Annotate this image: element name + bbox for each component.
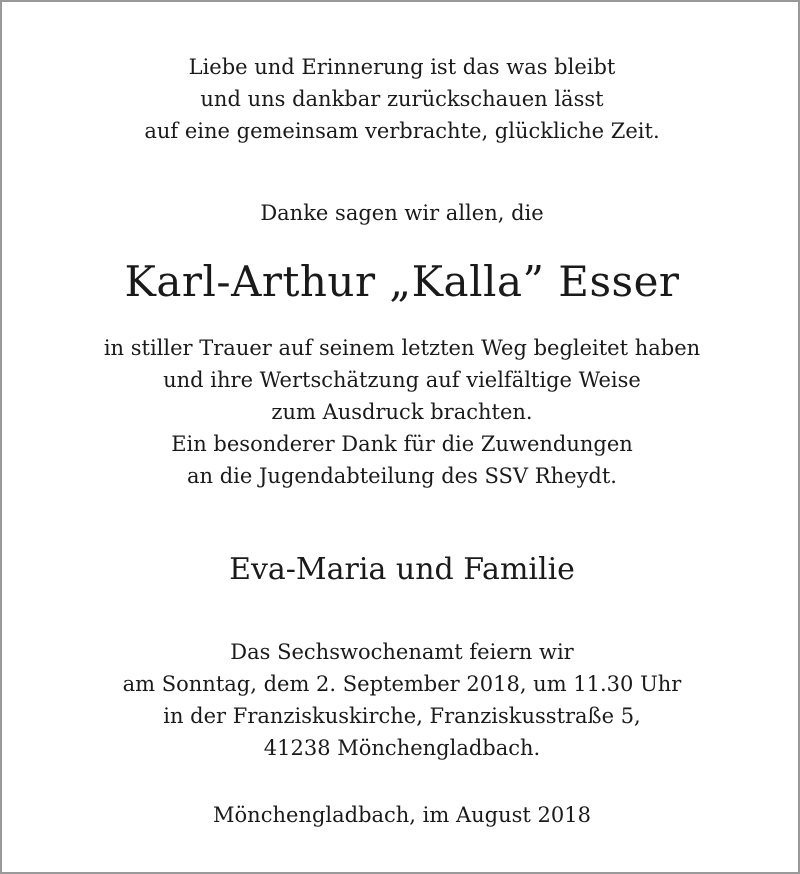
verse-line: Liebe und Erinnerung ist das was bleibt: [188, 55, 616, 79]
service-line: Das Sechswochenamt feiern wir: [230, 640, 574, 664]
service-line: am Sonntag, dem 2. September 2018, um 11.30 Uhr: [122, 672, 682, 696]
deceased-name: Karl-Arthur „Kalla” Esser: [124, 257, 680, 306]
place-date: Mönchengladbach, im August 2018: [213, 803, 591, 827]
service-line: 41238 Mönchengladbach.: [263, 736, 541, 760]
family-signature: Eva-Maria und Familie: [229, 552, 575, 587]
thanks-body-line: zum Ausdruck brachten.: [271, 400, 533, 424]
thanks-body-line: an die Jugendabteilung des SSV Rheydt.: [187, 464, 617, 488]
thanks-body-line: Ein besonderer Dank für die Zuwendungen: [171, 432, 633, 456]
service-line: in der Franziskuskirche, Franziskusstraße 5,: [163, 704, 641, 728]
thanks-intro: Danke sagen wir allen, die: [260, 201, 544, 225]
thanks-body-line: in stiller Trauer auf seinem letzten Weg begleitet haben: [103, 336, 701, 360]
verse-line: und uns dankbar zurückschauen lässt: [200, 87, 604, 111]
thanks-body-line: und ihre Wertschätzung auf vielfältige Weise: [163, 368, 641, 392]
verse-line: auf eine gemeinsam verbrachte, glückliche Zeit.: [144, 119, 660, 143]
